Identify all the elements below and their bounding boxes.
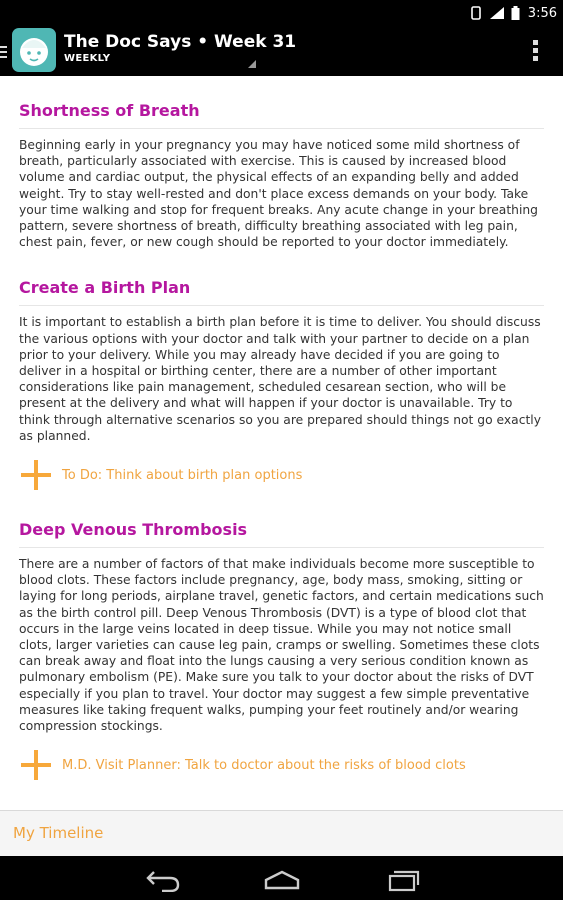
my-timeline-label: My Timeline <box>13 824 104 842</box>
section-title: Deep Venous Thrombosis <box>19 519 544 548</box>
spinner-arrow-icon[interactable] <box>248 60 256 68</box>
page-subtitle: WEEKLY <box>64 53 111 64</box>
plus-icon <box>21 460 51 490</box>
battery-icon <box>511 6 520 20</box>
plus-icon <box>21 750 51 780</box>
section-body: There are a number of factors of that make individuals become more susceptible to blood clots. These factors include pregnancy, age, body mass, smoking, sitting or laying for long periods, airplane travel, genetic factors, and certain medications such as the birth control pill. Deep Venous Thrombosis (DVT) is a type of blood clot that occurs in the large veins located in deep tissue. While you may not notice small clots, larger varieties can cause leg pain, cramps or swelling. Sometimes these clots can break away and float into the lungs causing a very serious condition known as pulmonary embolism (PE). Make sure you talk to your doctor about the risks of DVT especially if you plan to travel. Your doctor may suggest a few simple preventative measures like taking frequent walks, pumping your feet routinely and/or wearing compression stockings. <box>19 557 544 734</box>
drawer-indicator[interactable] <box>0 46 7 61</box>
recents-icon[interactable] <box>382 866 422 892</box>
section-dvt <box>19 519 544 782</box>
article-content[interactable] <box>0 76 563 810</box>
rotation-lock-icon <box>469 6 483 20</box>
status-bar <box>0 0 563 26</box>
back-icon[interactable] <box>142 866 182 892</box>
todo-item[interactable] <box>19 458 544 492</box>
section-birth-plan <box>19 277 544 492</box>
home-icon[interactable] <box>262 866 302 892</box>
section-title: Shortness of Breath <box>19 100 544 129</box>
section-title: Create a Birth Plan <box>19 277 544 306</box>
todo-label: M.D. Visit Planner: Talk to doctor about the risks of blood clots <box>62 757 466 773</box>
baby-face-icon[interactable] <box>12 28 56 72</box>
status-icons <box>469 6 520 20</box>
title-spinner[interactable] <box>64 32 296 66</box>
todo-label: To Do: Think about birth plan options <box>62 467 303 483</box>
section-shortness-of-breath <box>19 100 544 250</box>
page-title: The Doc Says • Week 31 <box>64 32 297 52</box>
section-body: Beginning early in your pregnancy you may have noticed some mild shortness of breath, particularly associated with exercise. This is caused by increased blood volume and cardiac output, the physical effects of an expanding belly and added weight. Try to stay well-rested and don't place excess demands on your body. Take your time walking and stop for frequent breaks. Any acute change in your breathing pattern, severe shortness of breath, difficulty breathing associated with leg pain, chest pain, fever, or new cough should be reported to your doctor immediately. <box>19 138 538 250</box>
clock: 3:56 <box>527 5 557 21</box>
wifi-icon <box>489 6 505 20</box>
navigation-bar <box>0 856 563 900</box>
my-timeline-bar[interactable] <box>0 810 563 856</box>
action-bar <box>0 26 563 76</box>
visit-planner-item[interactable] <box>19 748 544 782</box>
more-vert-icon[interactable] <box>533 40 539 64</box>
section-body: It is important to establish a birth plan before it is time to deliver. You should discuss the various options with your doctor and talk with your partner to decide on a plan prior to your delivery. While you may already have decided if you are going to deliver in a hospital or birthing center, there are a number of other important considerations like pain management, scheduled cesarean section, who will be present at the delivery and what will happen if your doctor is unavailable. Try to think through alternative scenarios so you are prepared should things not go exactly as planned. <box>19 315 541 443</box>
